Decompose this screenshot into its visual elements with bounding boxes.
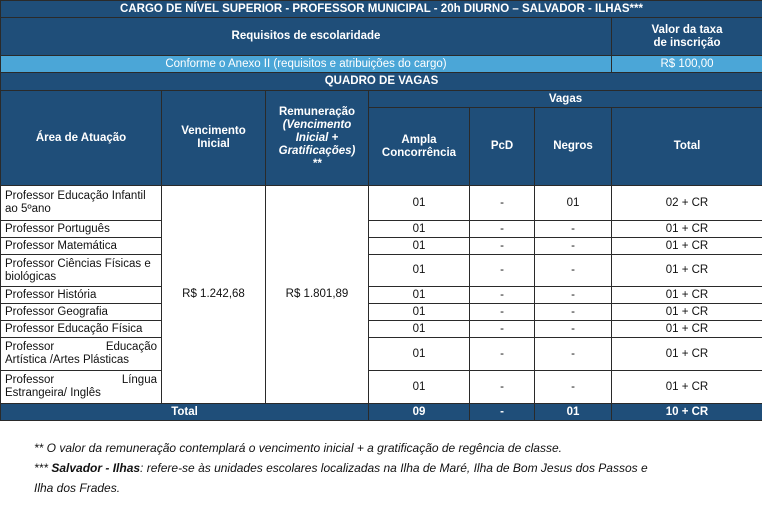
area-cell: Professor Geografia — [1, 304, 162, 321]
area-line1: Professor Educação Infantil — [5, 190, 146, 202]
area-cell: Professor Educação Física — [1, 321, 162, 338]
ampla-cell: 01 — [369, 238, 470, 255]
negros-cell: - — [535, 321, 612, 338]
footnote-ilhas-line1: : refere-se às unidades escolares localizadas na Ilha de Maré, Ilha de Bom Jesus dos Passos e — [140, 461, 648, 475]
total-cell: 01 + CR — [612, 238, 762, 255]
ampla-cell: 01 — [369, 186, 470, 221]
negros-cell: - — [535, 255, 612, 287]
pcd-cell: - — [470, 371, 535, 404]
table-row — [1, 221, 762, 238]
pcd-cell: - — [470, 255, 535, 287]
negros-cell: - — [535, 338, 612, 371]
negros-cell: - — [535, 221, 612, 238]
pcd-cell: - — [470, 186, 535, 221]
negros-cell: 01 — [535, 186, 612, 221]
col-vagas-header: Vagas — [369, 91, 762, 108]
total-cell: 01 + CR — [612, 321, 762, 338]
totals-row — [1, 404, 762, 421]
negros-cell: - — [535, 287, 612, 304]
table-row — [1, 321, 762, 338]
total-cell: 01 + CR — [612, 255, 762, 287]
table-row — [1, 186, 762, 221]
ampla-cell: 01 — [369, 371, 470, 404]
table-row — [1, 255, 762, 287]
area-cell — [1, 338, 162, 371]
total-cell: 01 + CR — [612, 221, 762, 238]
area-cell — [1, 186, 162, 221]
totals-negros: 01 — [535, 404, 612, 421]
table-row — [1, 371, 762, 404]
footnote-ilhas — [34, 458, 734, 478]
col-vencimento-line2: Inicial — [197, 138, 230, 150]
pcd-cell: - — [470, 321, 535, 338]
negros-cell: - — [535, 238, 612, 255]
area-cell: Professor História — [1, 287, 162, 304]
col-remuneracao-header — [266, 91, 369, 186]
area-cell: Professor Português — [1, 221, 162, 238]
ampla-cell: 01 — [369, 221, 470, 238]
pcd-cell: - — [470, 304, 535, 321]
area-line2: Artística /Artes Plásticas — [5, 354, 129, 366]
totals-total: 10 + CR — [612, 404, 762, 421]
totals-pcd: - — [470, 404, 535, 421]
ampla-cell: 01 — [369, 321, 470, 338]
ampla-cell: 01 — [369, 304, 470, 321]
ampla-cell: 01 — [369, 255, 470, 287]
col-remuneracao-sub4: ** — [312, 157, 322, 170]
taxa-header-line2: de inscrição — [653, 36, 721, 49]
vencimento-value: R$ 1.242,68 — [162, 186, 266, 404]
col-ampla-line2: Concorrência — [381, 146, 457, 159]
col-pcd-header: PcD — [470, 108, 535, 186]
pcd-cell: - — [470, 238, 535, 255]
table-row — [1, 238, 762, 255]
col-area-header: Área de Atuação — [1, 91, 162, 186]
area-line2: ao 5ºano — [5, 203, 51, 215]
total-cell: 01 + CR — [612, 338, 762, 371]
col-remuneracao-sub2: Inicial + — [295, 131, 339, 144]
pcd-cell: - — [470, 287, 535, 304]
col-negros-header: Negros — [535, 108, 612, 186]
col-vencimento-header — [162, 91, 266, 186]
area-line2: Estrangeira/ Inglês — [5, 387, 101, 399]
requisitos-header: Requisitos de escolaridade — [1, 18, 612, 56]
total-cell: 02 + CR — [612, 186, 762, 221]
area-cell — [1, 371, 162, 404]
pcd-cell: - — [470, 221, 535, 238]
table-row — [1, 338, 762, 371]
footnote-ilhas-line2: Ilha dos Frades. — [34, 481, 121, 495]
taxa-header-line1: Valor da taxa — [651, 23, 723, 36]
taxa-header — [612, 18, 762, 56]
ampla-cell: 01 — [369, 287, 470, 304]
pcd-cell: - — [470, 338, 535, 371]
area-cell: Professor Matemática — [1, 238, 162, 255]
col-remuneracao-sub1: (Vencimento — [282, 118, 352, 131]
negros-cell: - — [535, 304, 612, 321]
col-ampla-header — [369, 108, 470, 186]
col-remuneracao-sub3: Gratificações) — [278, 144, 356, 157]
footnote-ilhas-bold: Salvador - Ilhas — [51, 461, 141, 475]
col-remuneracao-title: Remuneração — [278, 105, 356, 118]
col-total-header: Total — [612, 108, 762, 186]
quadro-title: QUADRO DE VAGAS — [1, 73, 762, 91]
area-line1: Professor Ciências Físicas e — [5, 257, 151, 270]
total-cell: 01 + CR — [612, 287, 762, 304]
footnote-remuneracao: ** O valor da remuneração contemplará o vencimento inicial + a gratificação de regência de classe. — [34, 441, 562, 455]
footnotes — [34, 438, 734, 498]
area-line1: Professor Língua — [5, 374, 157, 386]
total-cell: 01 + CR — [612, 304, 762, 321]
area-cell — [1, 255, 162, 287]
area-line1: Professor Educação — [5, 341, 157, 353]
remuneracao-value: R$ 1.801,89 — [266, 186, 369, 404]
total-cell: 01 + CR — [612, 371, 762, 404]
ampla-cell: 01 — [369, 338, 470, 371]
table-row — [1, 287, 762, 304]
cargo-title: CARGO DE NÍVEL SUPERIOR - PROFESSOR MUNICIPAL - 20h DIURNO – SALVADOR - ILHAS*** — [1, 1, 762, 18]
area-line2: biológicas — [5, 270, 57, 283]
totals-label: Total — [1, 404, 369, 421]
col-vencimento-line1: Vencimento — [181, 125, 246, 137]
requisitos-value: Conforme o Anexo II (requisitos e atribuições do cargo) — [1, 56, 612, 73]
table-row — [1, 304, 762, 321]
totals-ampla: 09 — [369, 404, 470, 421]
taxa-value: R$ 100,00 — [612, 56, 762, 73]
negros-cell: - — [535, 371, 612, 404]
footnote-ilhas-prefix: *** — [34, 461, 52, 475]
col-ampla-line1: Ampla — [401, 133, 437, 146]
